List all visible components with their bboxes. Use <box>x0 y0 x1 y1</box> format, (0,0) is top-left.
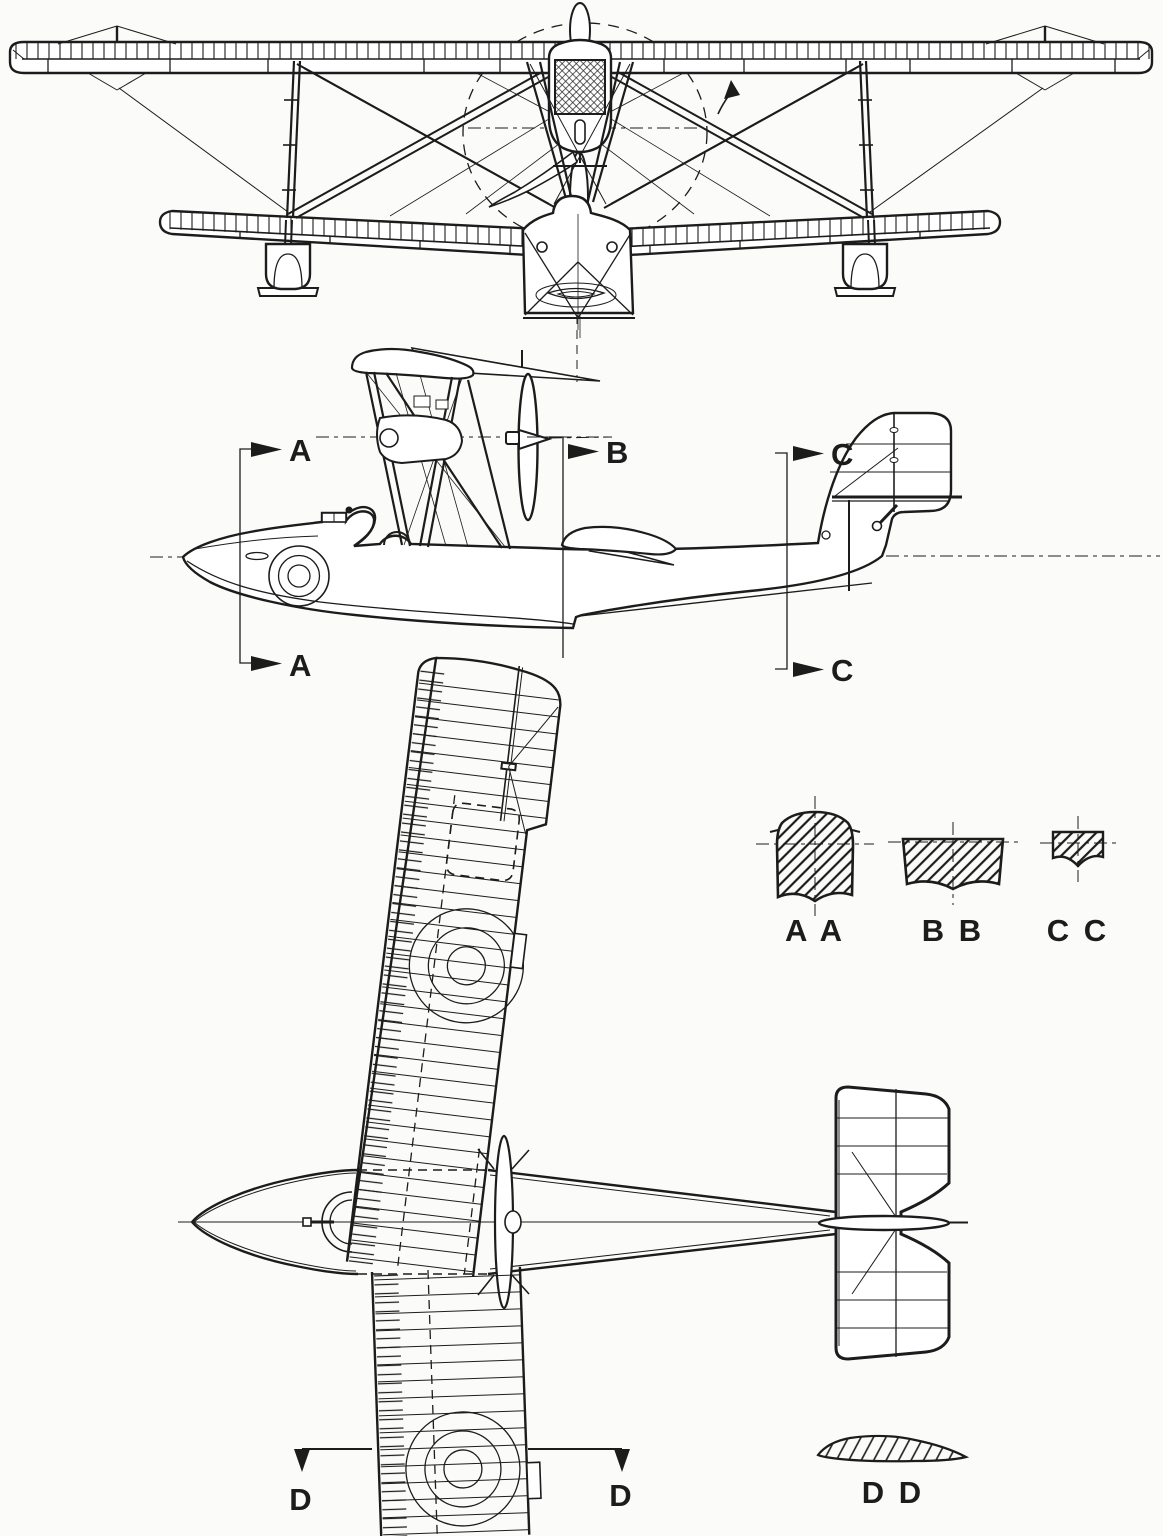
plan-view <box>178 654 968 1536</box>
section-dd <box>818 1436 966 1510</box>
marker-d-right: D <box>609 1478 635 1513</box>
wing-float-left <box>258 244 318 296</box>
boom-upper-plan <box>488 1170 836 1212</box>
section-cc-label: C C <box>1046 913 1110 948</box>
section-arrow-icon <box>251 656 282 671</box>
marker-c-top: C <box>831 437 857 472</box>
section-arrow-icon <box>568 444 599 459</box>
aileron-tab <box>527 1462 541 1498</box>
spinner-plan <box>505 1211 521 1233</box>
section-arrow-icon <box>251 442 282 457</box>
marker-a-bottom: A <box>289 648 315 683</box>
section-arrow-down-icon <box>294 1449 310 1472</box>
section-bb-label: B B <box>921 913 985 948</box>
marker-d-left: D <box>289 1482 315 1517</box>
marker-c-bottom: C <box>831 653 857 688</box>
section-aa <box>756 796 874 948</box>
side-view <box>150 348 1160 688</box>
wing-float-right <box>835 244 895 296</box>
marker-b: B <box>606 435 632 470</box>
section-arrow-icon <box>793 446 824 461</box>
lower-wing-plan <box>372 1266 542 1536</box>
section-arrow-icon <box>793 662 824 677</box>
boom-lower-plan <box>488 1234 836 1274</box>
front-view <box>10 3 1152 382</box>
upper-wing-plan <box>347 654 565 1281</box>
rudder-plan <box>819 1216 949 1230</box>
rotation-arrow-icon <box>724 80 740 99</box>
tailplane-plan <box>819 1087 968 1359</box>
section-arrow-down-icon <box>614 1449 630 1472</box>
section-cc <box>1040 816 1116 948</box>
marker-a-top: A <box>289 433 315 468</box>
hull-front <box>523 196 635 330</box>
engine-side <box>377 415 462 463</box>
section-dd-label: D D <box>861 1475 925 1510</box>
section-bb <box>888 822 1018 948</box>
section-aa-label: A A <box>784 913 846 948</box>
wing-section-side <box>352 349 473 379</box>
radiator-grille <box>555 60 605 114</box>
